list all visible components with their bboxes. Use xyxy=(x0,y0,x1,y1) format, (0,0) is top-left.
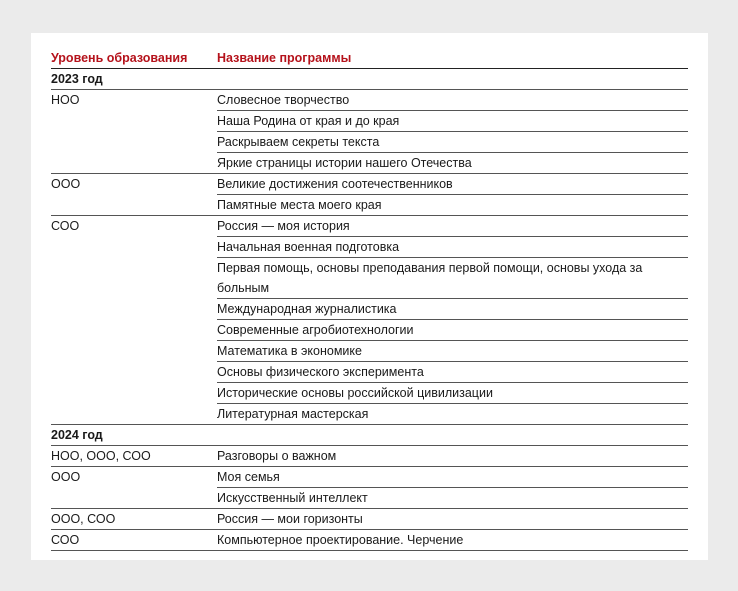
program-name-cell: Компьютерное проектирование. Черчение xyxy=(217,530,688,551)
header-program: Название программы xyxy=(217,47,688,69)
table-body xyxy=(51,69,688,551)
program-name-cell: Памятные места моего края xyxy=(217,195,688,216)
education-level-cell xyxy=(51,320,217,341)
header-row xyxy=(51,47,688,69)
program-name-cell: Раскрываем секреты текста xyxy=(217,132,688,153)
program-name-cell: Моя семья xyxy=(217,467,688,488)
education-level-cell: ООО xyxy=(51,470,81,484)
program-name-cell: Первая помощь, основы преподавания первой помощи, основы ухода за больным xyxy=(217,258,688,299)
program-name-cell: Современные агробиотехнологии xyxy=(217,320,688,341)
table-row xyxy=(51,362,688,383)
education-level-cell xyxy=(51,362,217,383)
program-name-cell: Математика в экономике xyxy=(217,341,688,362)
education-level-cell xyxy=(51,341,217,362)
program-name-cell: Литературная мастерская xyxy=(217,404,688,425)
education-level-cell xyxy=(51,383,217,404)
table-row xyxy=(51,404,688,425)
table-row xyxy=(51,509,688,530)
education-level-cell: ООО, СОО xyxy=(51,509,217,530)
table-row xyxy=(51,488,688,509)
table-row xyxy=(51,174,688,195)
table-row xyxy=(51,153,688,174)
table-row xyxy=(51,530,688,551)
table-row xyxy=(51,320,688,341)
program-name-cell: Начальная военная подготовка xyxy=(217,237,688,258)
table-row xyxy=(51,111,688,132)
table-row xyxy=(51,90,688,111)
education-level-cell xyxy=(51,404,217,425)
education-level-cell xyxy=(51,111,217,132)
table-row xyxy=(51,132,688,153)
year-label: 2024 год xyxy=(51,425,688,446)
table-row xyxy=(51,299,688,320)
education-level-cell xyxy=(51,153,217,174)
year-label: 2023 год xyxy=(51,69,688,90)
program-name-cell: Россия — мои горизонты xyxy=(217,509,688,530)
program-name-cell: Яркие страницы истории нашего Отечества xyxy=(217,153,688,174)
education-level-cell xyxy=(51,299,217,320)
table-row xyxy=(51,237,688,258)
program-name-cell: Россия — моя история xyxy=(217,216,688,237)
education-level-cell: НОО xyxy=(51,93,80,107)
table-row xyxy=(51,258,688,299)
header-level: Уровень образования xyxy=(51,47,217,69)
program-name-cell: Великие достижения соотечественников xyxy=(217,174,688,195)
education-level-cell xyxy=(51,195,217,216)
program-name-cell: Разговоры о важном xyxy=(217,446,688,467)
education-level-cell xyxy=(51,488,217,509)
program-name-cell: Наша Родина от края и до края xyxy=(217,111,688,132)
education-level-cell: НОО, ООО, СОО xyxy=(51,446,217,467)
education-level-cell xyxy=(51,132,217,153)
program-name-cell: Исторические основы российской цивилизации xyxy=(217,383,688,404)
education-level-cell xyxy=(51,237,217,258)
table-row xyxy=(51,383,688,404)
table-row xyxy=(51,467,688,488)
document-card xyxy=(31,33,708,560)
table-row xyxy=(51,216,688,237)
table-row xyxy=(51,446,688,467)
program-name-cell: Международная журналистика xyxy=(217,299,688,320)
table-header xyxy=(51,47,688,69)
education-level-cell: ООО xyxy=(51,177,81,191)
year-row xyxy=(51,69,688,90)
table-row xyxy=(51,195,688,216)
programs-table xyxy=(51,47,688,551)
education-level-cell: СОО xyxy=(51,219,80,233)
education-level-cell xyxy=(51,258,217,299)
table-row xyxy=(51,341,688,362)
program-name-cell: Искусственный интеллект xyxy=(217,488,688,509)
program-name-cell: Основы физического эксперимента xyxy=(217,362,688,383)
education-level-cell: СОО xyxy=(51,530,217,551)
program-name-cell: Словесное творчество xyxy=(217,90,688,111)
year-row xyxy=(51,425,688,446)
